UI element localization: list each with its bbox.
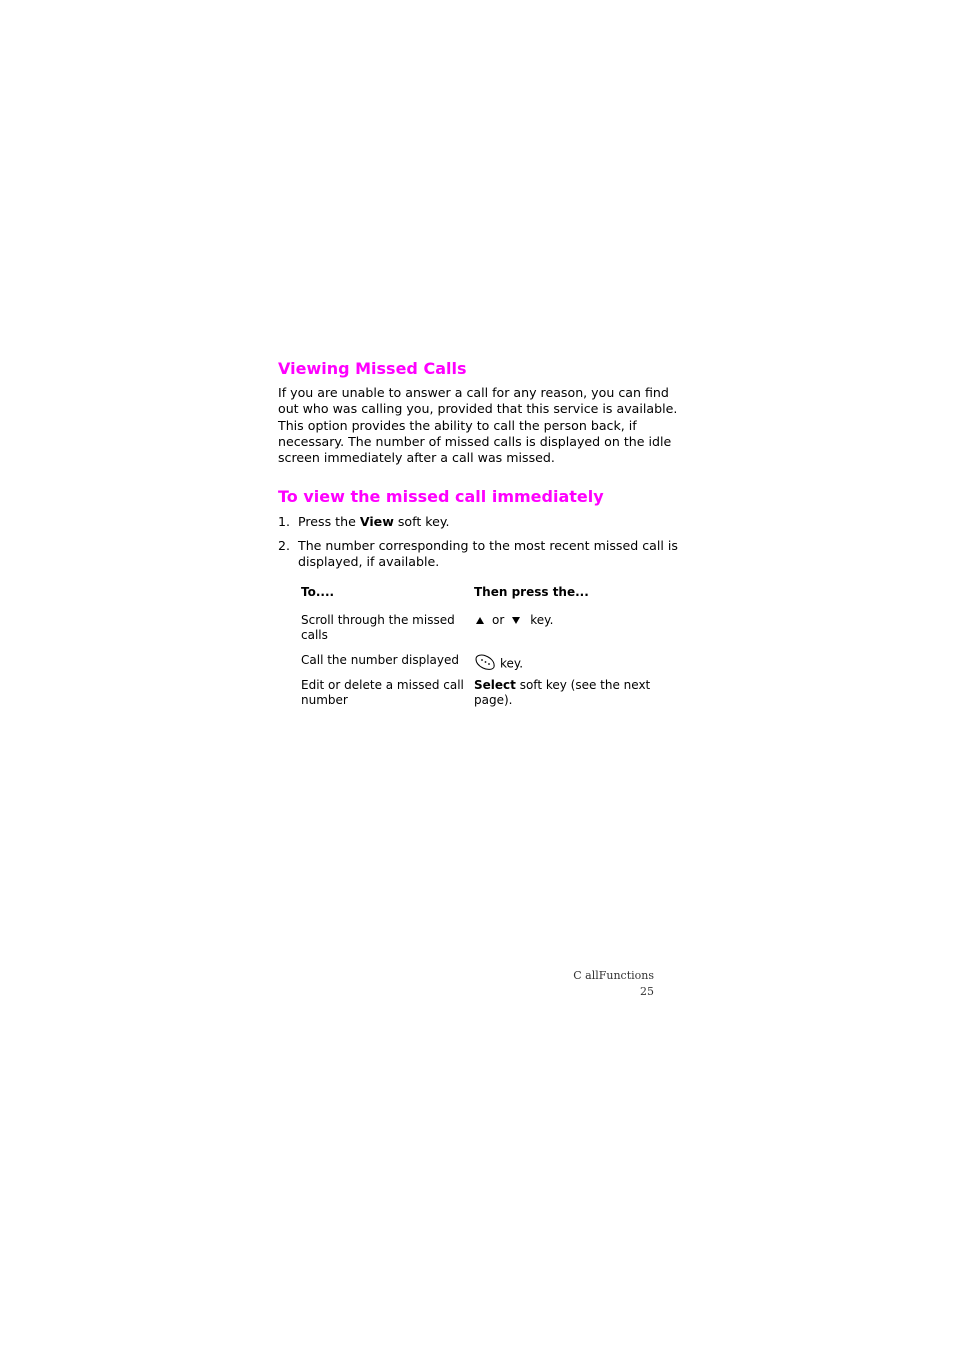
step-text: The number corresponding to the most recent missed call is displayed, if available. [298,538,678,569]
view-key-label: View [359,514,394,529]
or-text: or [492,613,505,627]
down-arrow-icon [512,617,520,624]
send-key-icon [474,653,496,675]
subsection-heading: To view the missed call immediately [278,487,604,506]
section-heading: Viewing Missed Calls [278,359,467,378]
body-line: This option provides the ability to call the person back, if [278,417,637,433]
step-text-pre: Press the [298,514,360,529]
section-body [278,385,678,466]
key-text: key. [500,656,524,671]
table-row-action: Scroll through the missed calls [301,613,455,642]
body-line: If you are unable to answer a call for any reason, you can find [278,385,669,400]
body-line: necessary. The number of missed calls is displayed on the idle [278,433,672,449]
footer-chapter: C allFunctions [573,969,654,982]
step-number: 1. [278,514,291,529]
table-header-press: Then press the... [474,585,589,599]
step-number: 2. [278,538,291,553]
table-row-press [474,678,664,708]
select-key-label: Select [474,678,516,692]
table-row-press [474,653,664,675]
table-header-action: To.... [301,585,335,599]
table-row-action: Edit or delete a missed call number [301,678,464,707]
press-rest-text: soft key (see the next page). [474,678,651,707]
table-row-press [474,613,664,628]
step-text-post: soft key. [393,514,450,529]
up-arrow-icon [476,617,484,624]
table-row-action: Call the number displayed [301,653,459,667]
body-line: screen immediately after a call was missed. [278,450,555,466]
step-text [298,514,678,530]
footer-page-number: 25 [640,985,654,998]
key-text: key. [530,613,554,627]
body-line: out who was calling you, provided that this service is available. [278,401,678,417]
